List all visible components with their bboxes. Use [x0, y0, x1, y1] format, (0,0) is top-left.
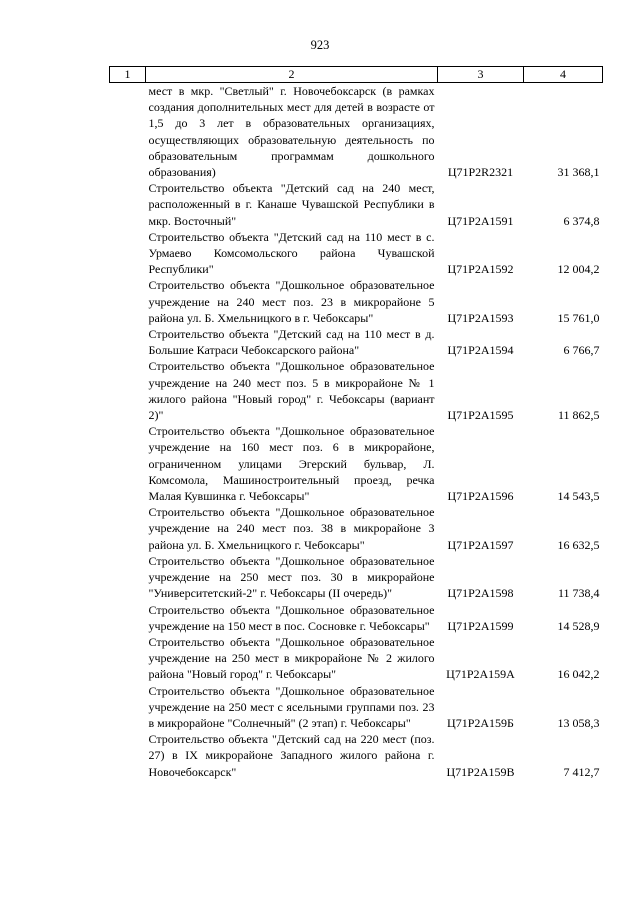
table-row [110, 602, 603, 634]
row-code: Ц71Р2А1595 [447, 408, 514, 423]
row-code: Ц71Р2А1597 [447, 537, 514, 552]
row-description: Строительство объекта "Дошкольное образовательное учреждение на 150 мест в пос. Сосновке г. Чебоксары" [148, 602, 435, 633]
row-code: Ц71Р2А159А [446, 667, 515, 682]
row-description: Строительство объекта "Дошкольное образовательное учреждение на 240 мест поз. 23 в микрорайоне 5 района ул. Б. Хмельницкого в г. Чебоксары" [148, 278, 435, 325]
row-amount: 14 528,9 [557, 618, 600, 633]
table-row [110, 326, 603, 358]
row-code: Ц71Р2А159В [446, 764, 515, 779]
row-description: Строительство объекта "Детский сад на 110 мест в с. Урмаево Комсомольского района Чувашской Республики" [148, 229, 435, 277]
table-row [110, 683, 603, 732]
budget-table [109, 66, 603, 780]
row-amount: 11 738,4 [557, 586, 600, 601]
row-code: Ц71Р2R2321 [447, 165, 514, 180]
row-amount: 31 368,1 [557, 165, 600, 180]
column-header-2: 2 [146, 67, 438, 83]
table-row [110, 634, 603, 683]
page-number: 923 [310, 38, 330, 52]
row-code: Ц71Р2А1591 [447, 213, 514, 228]
table-row [110, 277, 603, 326]
table-row [110, 423, 603, 504]
row-code: Ц71Р2А1594 [447, 343, 514, 358]
row-code: Ц71Р2А1598 [447, 586, 514, 601]
row-code: Ц71Р2А159Б [447, 715, 514, 730]
row-description: Строительство объекта "Дошкольное образовательное учреждение на 160 мест поз. 6 в микрорайоне, ограниченном улицами Эгерский бульвар, Л. Комсомола, Машиностроительный проезд, речка Малая Кувшинка г. Чебоксары" [148, 424, 435, 504]
column-header-3: 3 [438, 67, 524, 83]
table-row [110, 229, 603, 278]
table-header-row [110, 67, 603, 83]
table-row [110, 83, 603, 181]
column-header-4: 4 [524, 67, 603, 83]
row-description: Строительство объекта "Дошкольное образовательное учреждение на 250 мест в микрорайоне № 2 жилого района "Новый город" г. Чебоксары" [148, 634, 435, 682]
row-amount: 6 766,7 [563, 343, 600, 358]
row-description: Строительство объекта "Дошкольное образовательное учреждение на 250 мест поз. 30 в микрорайоне "Университетский-2" г. Чебоксары (II очередь)" [148, 553, 435, 601]
row-amount: 12 004,2 [557, 262, 600, 277]
table-row [110, 504, 603, 553]
row-amount: 13 058,3 [557, 715, 600, 730]
row-code: Ц71Р2А1596 [447, 489, 514, 504]
row-description: Строительство объекта "Детский сад на 220 мест (поз. 27) в IX микрорайоне Западного жилого района г. Новочебоксарск" [148, 732, 435, 779]
table-row [110, 358, 603, 423]
row-amount: 16 042,2 [557, 667, 600, 682]
row-description: Строительство объекта "Дошкольное образовательное учреждение на 250 мест с ясельными группами поз. 23 в микрорайоне "Солнечный" (2 этап) г. Чебоксары" [148, 683, 435, 730]
row-amount: 15 761,0 [557, 310, 600, 325]
row-code: Ц71Р2А1599 [447, 618, 514, 633]
table-row [110, 553, 603, 602]
table-row [110, 180, 603, 229]
row-description: Строительство объекта "Детский сад на 240 мест, расположенный в г. Канаше Чувашской Республики в мкр. Восточный" [148, 181, 435, 228]
row-description: Строительство объекта "Дошкольное образовательное учреждение на 240 мест поз. 38 в микрорайоне 3 района ул. Б. Хмельницкого г. Чебоксары" [148, 505, 435, 552]
row-description: Строительство объекта "Детский сад на 110 мест в д. Большие Катраси Чебоксарского района" [148, 327, 435, 358]
row-amount: 7 412,7 [563, 764, 600, 779]
row-description: мест в мкр. "Светлый" г. Новочебоксарск (в рамках создания дополнительных мест для детей в возрасте от 1,5 до 3 лет в образовательных организациях, осуществляющих образовательную деятельность по образовательным программам дошкольного образования) [148, 84, 435, 180]
row-code: Ц71Р2А1592 [447, 262, 514, 277]
row-amount: 11 862,5 [557, 408, 600, 423]
row-amount: 6 374,8 [563, 213, 600, 228]
table-row [110, 731, 603, 780]
row-amount: 14 543,5 [557, 489, 600, 504]
row-code: Ц71Р2А1593 [447, 310, 514, 325]
row-amount: 16 632,5 [557, 537, 600, 552]
row-description: Строительство объекта "Дошкольное образовательное учреждение на 240 мест поз. 5 в микрорайоне № 1 жилого района "Новый город" г. Чебоксары (вариант 2)" [148, 359, 435, 423]
column-header-1: 1 [110, 67, 146, 83]
